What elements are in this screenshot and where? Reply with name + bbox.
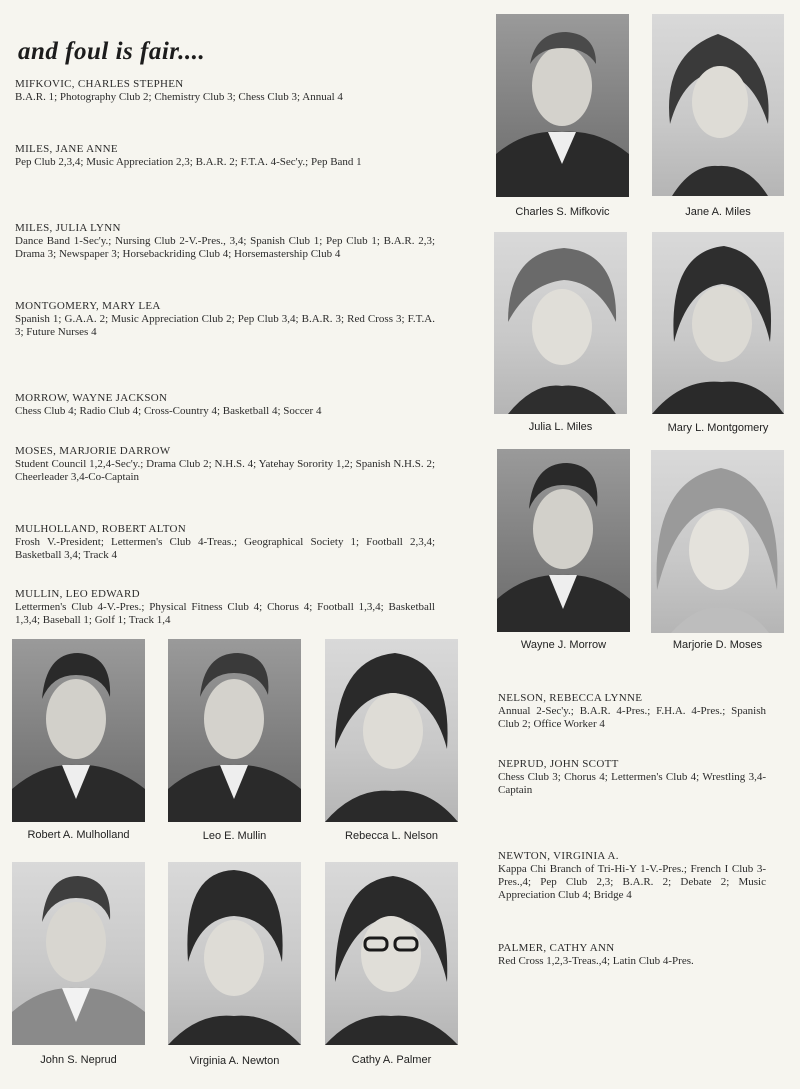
portrait-photo [497,449,630,632]
photo-caption: John S. Neprud [40,1054,117,1066]
entry-activities: Kappa Chi Branch of Tri-Hi-Y 1-V.-Pres.; French I Club 3-Pres.,4; Pep Club 2,3; B.A.R. 2; Debate 2; Music Appreciation Club 4; Bridge 4 [498,863,766,901]
entry-activities: Chess Club 3; Chorus 4; Lettermen's Club 4; Wrestling 3,4-Captain [498,771,766,796]
entry-name: MOSES, MARJORIE DARROW [15,445,171,457]
entry-moses [15,445,435,484]
portrait-photo [652,232,784,414]
photo-caption: Marjorie D. Moses [672,639,763,651]
entry-name: NEWTON, VIRGINIA A. [498,850,619,862]
photo-caption: Charles S. Mifkovic [515,206,610,218]
entry-activities: Student Council 1,2,4-Sec'y.; Drama Club 2; N.H.S. 4; Yatehay Sorority 1,2; Spanish N.H.S. 2; Cheerleader 3,4-Co-Captain [15,458,435,483]
entry-name: NELSON, REBECCA LYNNE [498,692,643,704]
entry-activities: Dance Band 1-Sec'y.; Nursing Club 2-V.-Pres., 3,4; Spanish Club 1; Pep Club 1; B.A.R. 2,3; Drama 3; Newspaper 3; Horsebackriding Club 4; Horsemastership Club 4 [15,235,435,260]
portrait-photo [651,450,784,633]
portrait-photo [325,862,458,1045]
entry-activities: Lettermen's Club 4-V.-Pres.; Physical Fitness Club 4; Chorus 4; Football 1,3,4; Basketball 1,3,4; Baseball 1; Golf 1; Track 1,4 [15,601,435,626]
entry-activities: Annual 2-Sec'y.; B.A.R. 4-Pres.; F.H.A. 4-Pres.; Spanish Club 2; Office Worker 4 [498,705,766,730]
entry-morrow [15,392,435,418]
photo-caption: Robert A. Mulholland [27,829,130,841]
entry-mullin [15,588,435,627]
entry-activities: Pep Club 2,3,4; Music Appreciation 2,3; B.A.R. 2; F.T.A. 4-Sec'y.; Pep Band 1 [15,156,362,168]
entry-miles-julia [15,222,435,261]
entry-neprud [498,758,766,797]
photo-caption: Rebecca L. Nelson [345,830,438,842]
portrait-photo [12,639,145,822]
entry-name: MULLIN, LEO EDWARD [15,588,140,600]
photo-caption: Leo E. Mullin [202,830,267,842]
portrait-photo [652,14,784,196]
entry-mifkovic [15,78,435,104]
entry-miles-jane [15,143,435,169]
entry-name: PALMER, CATHY ANN [498,942,615,954]
entry-activities: B.A.R. 1; Photography Club 2; Chemistry Club 3; Chess Club 3; Annual 4 [15,91,343,103]
portrait-photo [325,639,458,822]
entry-newton [498,850,766,902]
entry-montgomery [15,300,435,339]
entry-name: MILES, JANE ANNE [15,143,118,155]
portrait-photo [168,862,301,1045]
photo-caption: Virginia A. Newton [189,1055,280,1067]
photo-caption: Mary L. Montgomery [667,422,769,434]
entry-name: NEPRUD, JOHN SCOTT [498,758,619,770]
entry-palmer [498,942,766,968]
photo-caption: Julia L. Miles [528,421,593,433]
entry-nelson [498,692,766,731]
entry-name: MONTGOMERY, MARY LEA [15,300,161,312]
entry-name: MILES, JULIA LYNN [15,222,121,234]
photo-caption: Cathy A. Palmer [351,1054,432,1066]
entry-activities: Frosh V.-President; Lettermen's Club 4-Treas.; Geographical Society 1; Football 2,3,4; Basketball 3,4; Track 4 [15,536,435,561]
portrait-photo [168,639,301,822]
page-heading: and foul is fair.... [18,38,206,65]
entry-name: MULHOLLAND, ROBERT ALTON [15,523,187,535]
entry-activities: Spanish 1; G.A.A. 2; Music Appreciation Club 2; Pep Club 3,4; B.A.R. 3; Red Cross 3; F.T.A. 3; Future Nurses 4 [15,313,435,338]
entry-mulholland [15,523,435,562]
entry-name: MIFKOVIC, CHARLES STEPHEN [15,78,184,90]
photo-caption: Wayne J. Morrow [520,639,607,651]
entry-activities: Chess Club 4; Radio Club 4; Cross-Country 4; Basketball 4; Soccer 4 [15,405,322,417]
entry-name: MORROW, WAYNE JACKSON [15,392,168,404]
entry-activities: Red Cross 1,2,3-Treas.,4; Latin Club 4-Pres. [498,955,694,967]
portrait-photo [494,232,627,414]
portrait-photo [496,14,629,197]
photo-caption: Jane A. Miles [685,206,751,218]
portrait-photo [12,862,145,1045]
